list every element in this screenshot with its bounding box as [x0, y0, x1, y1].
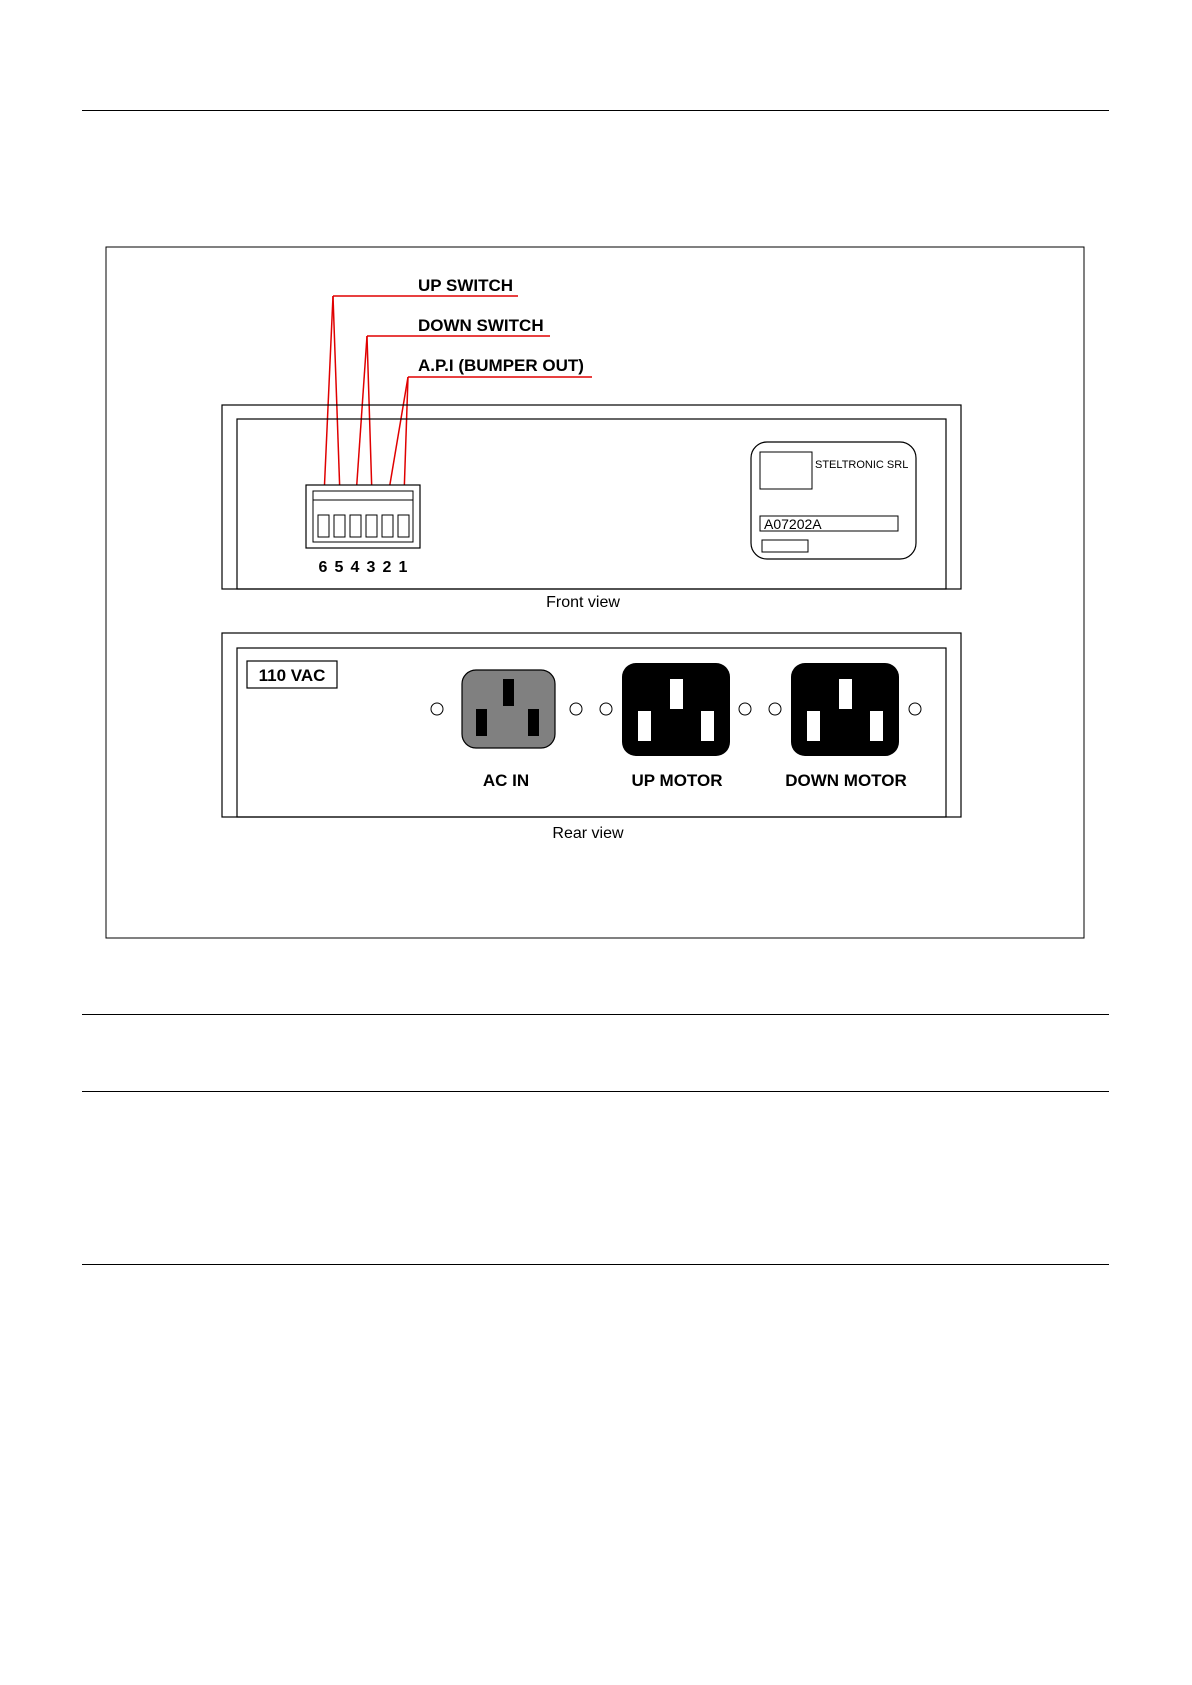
terminal-slot-6 — [318, 515, 329, 537]
pin-label: 4 — [350, 559, 360, 576]
down-switch-wire-a — [356, 336, 367, 496]
front-panel — [222, 405, 961, 589]
ac-in-label: AC IN — [482, 771, 530, 790]
pin-label: 2 — [382, 559, 392, 576]
front-view-caption: Front view — [546, 594, 620, 611]
rear-view-caption: Rear view — [552, 825, 624, 842]
terminal-slot-3 — [366, 515, 377, 537]
pin-label: 5 — [334, 559, 344, 576]
logo-box — [760, 452, 812, 489]
terminal-slot-1 — [398, 515, 409, 537]
pin-label: 6 — [318, 559, 328, 576]
down-motor-label: DOWN MOTOR — [785, 771, 907, 790]
api-bumper-out-label: A.P.I (BUMPER OUT) — [418, 356, 584, 375]
manufacturer-plate — [751, 442, 916, 559]
ac-in-socket — [431, 670, 582, 748]
down-switch-wire-b — [367, 336, 372, 496]
pin-label: 3 — [366, 559, 376, 576]
terminal-slot-5 — [334, 515, 345, 537]
up-motor-socket — [600, 663, 751, 756]
pin-label: 1 — [398, 559, 408, 576]
up-switch-label: UP SWITCH — [418, 276, 514, 295]
down-motor-socket — [769, 663, 921, 756]
up-motor-label: UP MOTOR — [631, 771, 723, 790]
voltage-label: 110 VAC — [258, 666, 326, 685]
terminal-slot-4 — [350, 515, 361, 537]
up-switch-wire-b — [333, 296, 340, 496]
serial-box — [762, 540, 808, 552]
up-switch-wire-a — [324, 296, 333, 496]
rear-panel — [222, 633, 961, 817]
terminal-block — [306, 485, 420, 548]
model-code: A07202A — [764, 516, 822, 532]
down-switch-label: DOWN SWITCH — [418, 316, 544, 335]
terminal-slot-2 — [382, 515, 393, 537]
manufacturer-name: STELTRONIC SRL — [815, 459, 909, 471]
